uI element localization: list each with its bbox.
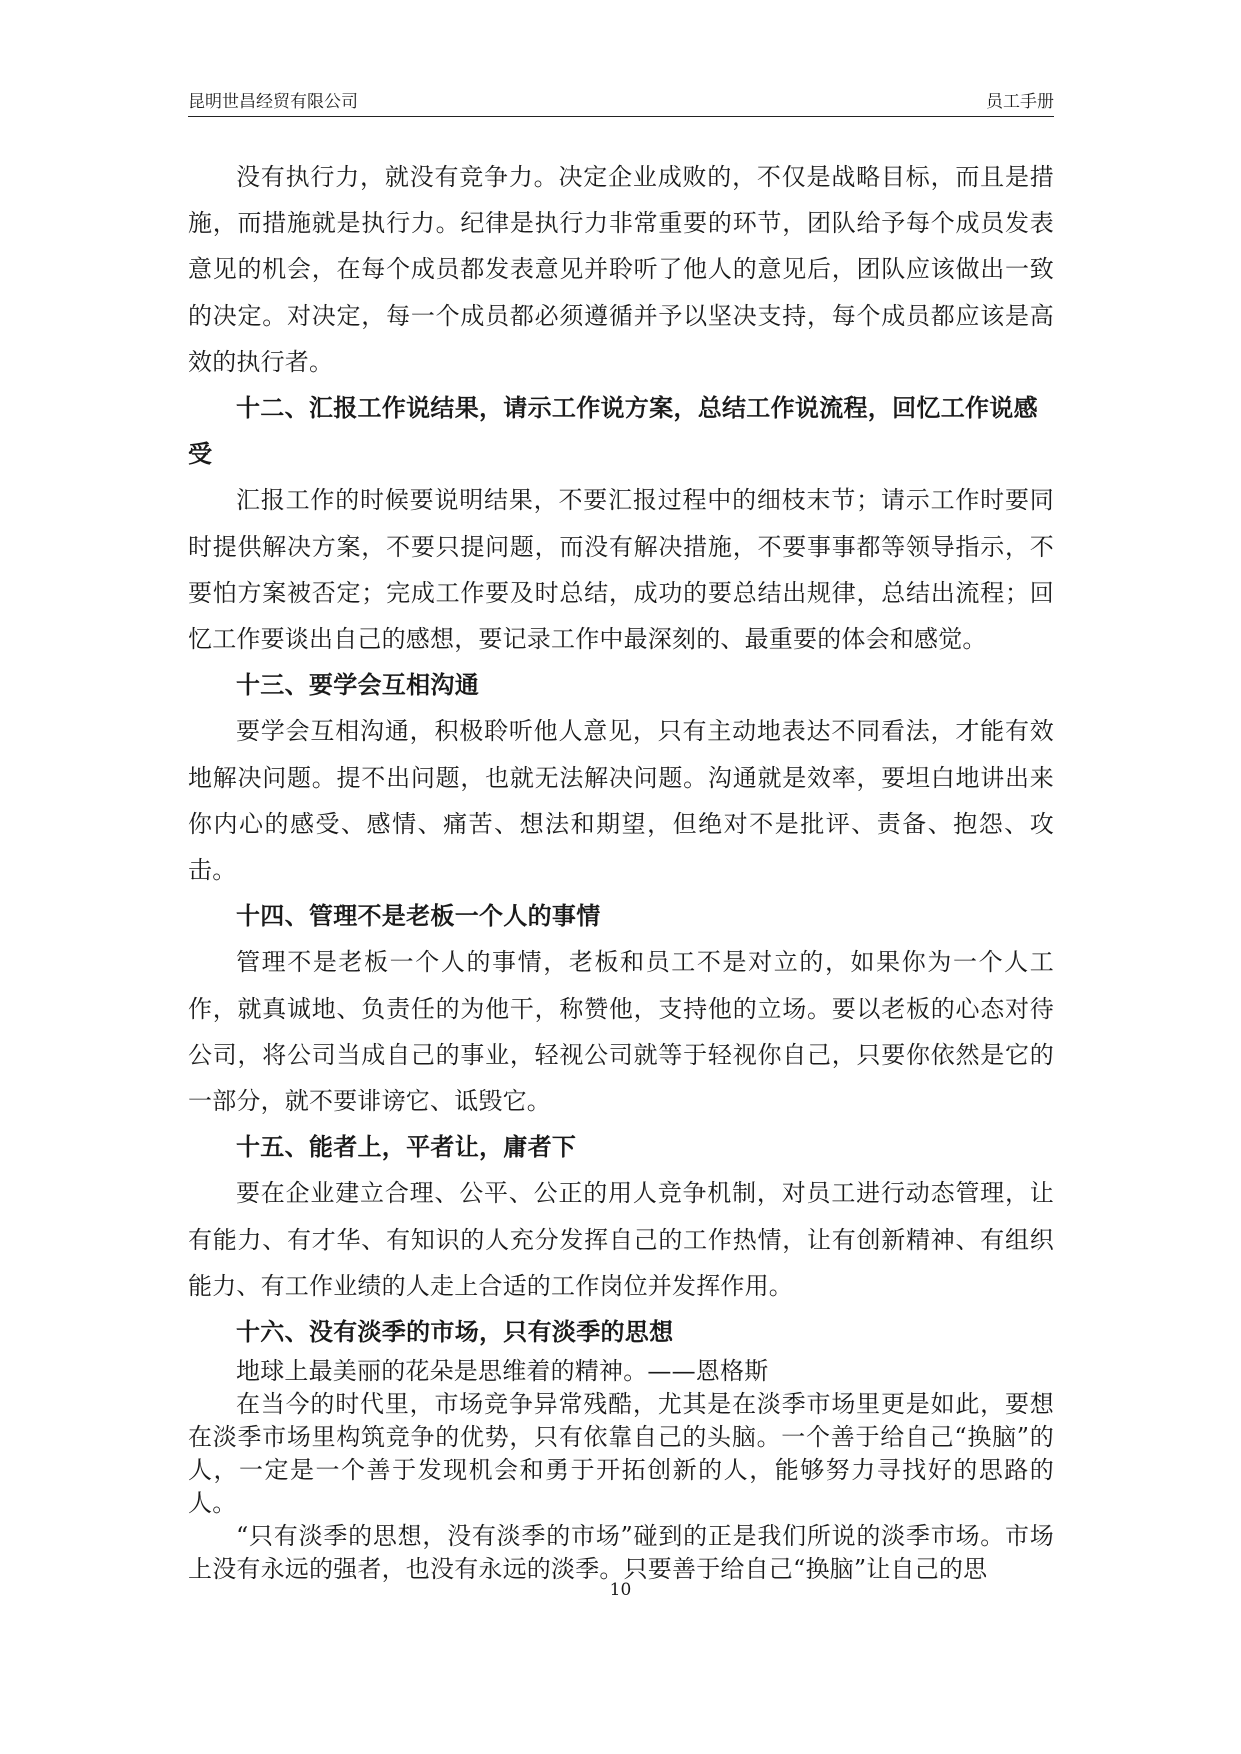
paragraph-section-12: 汇报工作的时候要说明结果，不要汇报过程中的细枝末节；请示工作时要同时提供解决方案，不要只提问题，而没有解决措施，不要事事都等领导指示，不要怕方案被否定；完成工作要及时总结，成功的要总结出规律，总结出流程；回忆工作要谈出自己的感想，要记录工作中最深刻的、最重要的体会和感觉。 xyxy=(188,486,1054,654)
document-title: 员工手册 xyxy=(986,92,1054,112)
section-heading-12: 十二、汇报工作说结果，请示工作说方案，总结工作说流程，回忆工作说感受 xyxy=(188,394,1038,469)
section-heading-14: 十四、管理不是老板一个人的事情 xyxy=(236,902,601,931)
paragraph-section-14: 管理不是老板一个人的事情，老板和员工不是对立的，如果你为一个人工作，就真诚地、负责任的为他干，称赞他，支持他的立场。要以老板的心态对待公司，将公司当成自己的事业，轻视公司就等于轻视你自己，只要你依然是它的一部分，就不要诽谤它、诋毁它。 xyxy=(188,948,1054,1116)
section-heading-16: 十六、没有淡季的市场，只有淡季的思想 xyxy=(236,1318,674,1347)
page-body xyxy=(188,154,1054,1586)
page-header xyxy=(188,88,1054,117)
paragraph-section-16b: “只有淡季的思想，没有淡季的市场”碰到的正是我们所说的淡季市场。市场上没有永远的强者，也没有永远的淡季。只要善于给自己“换脑”让自己的思 xyxy=(188,1522,1054,1584)
paragraph-section-13: 要学会互相沟通，积极聆听他人意见，只有主动地表达不同看法，才能有效地解决问题。提不出问题，也就无法解决问题。沟通就是效率，要坦白地讲出来你内心的感受、感情、痛苦、想法和期望，但绝对不是批评、责备、抱怨、攻击。 xyxy=(188,717,1054,885)
paragraph-execution: 没有执行力，就没有竞争力。决定企业成败的，不仅是战略目标，而且是措施，而措施就是执行力。纪律是执行力非常重要的环节，团队给予每个成员发表意见的机会，在每个成员都发表意见并聆听了他人的意见后，团队应该做出一致的决定。对决定，每一个成员都必须遵循并予以坚决支持，每个成员都应该是高效的执行者。 xyxy=(188,163,1054,376)
section-heading-15: 十五、能者上，平者让，庸者下 xyxy=(236,1133,577,1162)
page-number: 10 xyxy=(609,1580,632,1600)
quote-engels: 地球上最美丽的花朵是思维着的精神。——恩格斯 xyxy=(236,1357,769,1386)
section-heading-13: 十三、要学会互相沟通 xyxy=(236,671,479,700)
company-name: 昆明世昌经贸有限公司 xyxy=(188,92,358,112)
paragraph-section-15: 要在企业建立合理、公平、公正的用人竞争机制，对员工进行动态管理，让有能力、有才华、有知识的人充分发挥自己的工作热情，让有创新精神、有组织能力、有工作业绩的人走上合适的工作岗位并发挥作用。 xyxy=(188,1179,1054,1300)
paragraph-section-16a: 在当今的时代里，市场竞争异常残酷，尤其是在淡季市场里更是如此，要想在淡季市场里构筑竞争的优势，只有依靠自己的头脑。一个善于给自己“换脑”的人，一定是一个善于发现机会和勇于开拓创新的人，能够努力寻找好的思路的人。 xyxy=(188,1390,1054,1518)
